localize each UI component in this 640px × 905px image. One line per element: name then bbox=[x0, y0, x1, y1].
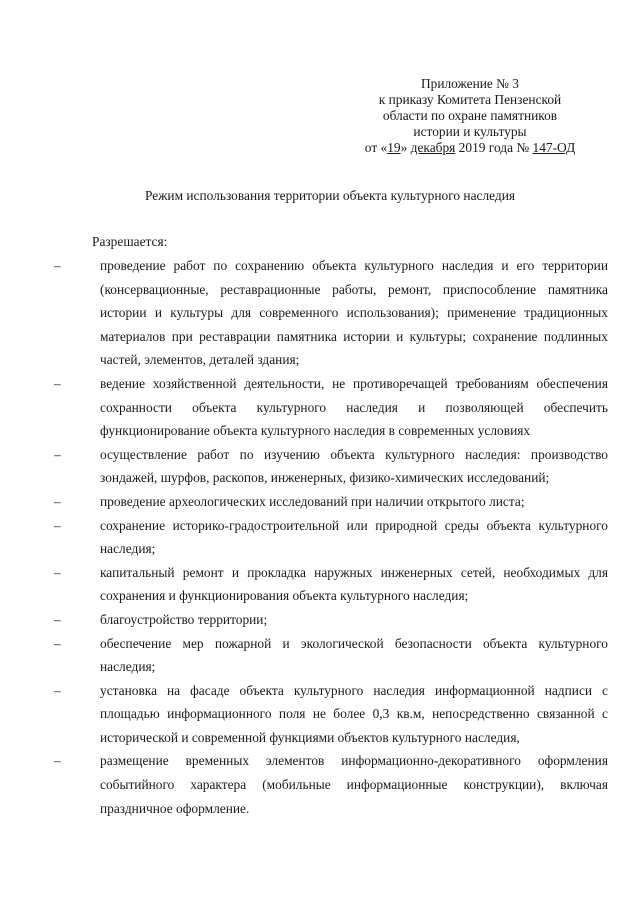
list-dash: – bbox=[54, 493, 61, 509]
list-item-text: обеспечение мер пожарной и экологической безопасности объекта культурного наследия; bbox=[100, 635, 608, 675]
date-year: 2019 года № bbox=[455, 140, 533, 155]
list-dash: – bbox=[54, 517, 61, 533]
list-dash: – bbox=[54, 635, 61, 651]
list-item bbox=[54, 254, 608, 372]
date-day: 19 bbox=[387, 140, 401, 155]
list-item-text: ведение хозяйственной деятельности, не противоречащей требованиям обеспечения сохранности объекта культурного наследия и позволяющей обеспечить функционирование объекта культурного наследия в современных условиях bbox=[100, 375, 608, 439]
list-item-text: установка на фасаде объекта культурного наследия информационной надписи с площадью информационного поля не более 0,3 кв.м, непосредственно связанной с исторической и современной функциями объектов культурного наследия, bbox=[100, 682, 608, 745]
list-item-text: капитальный ремонт и прокладка наружных инженерных сетей, необходимых для сохранения и функционирования объекта культурного наследия; bbox=[100, 564, 608, 604]
date-prefix: от « bbox=[364, 140, 388, 155]
date-month: декабря bbox=[410, 140, 456, 155]
list-item bbox=[54, 679, 608, 750]
list-dash: – bbox=[54, 446, 61, 462]
order-reference: к приказу Комитета Пензенской bbox=[378, 92, 562, 107]
order-number: 147-ОД bbox=[532, 140, 576, 155]
list-item bbox=[54, 632, 608, 679]
list-item bbox=[54, 561, 608, 608]
allowed-items-list bbox=[0, 254, 640, 820]
list-item bbox=[54, 490, 608, 514]
committee-name-line: области по охране памятников bbox=[382, 108, 558, 123]
list-item bbox=[54, 749, 608, 820]
appendix-header bbox=[340, 76, 600, 156]
list-dash: – bbox=[54, 375, 61, 391]
allowed-label: Разрешается: bbox=[92, 234, 168, 249]
list-dash: – bbox=[54, 682, 61, 698]
list-item bbox=[54, 372, 608, 443]
list-dash: – bbox=[54, 564, 61, 580]
list-item-text: осуществление работ по изучению объекта культурного наследия: производство зондажей, шурфов, раскопов, инженерных, физико-химических исследований; bbox=[100, 446, 608, 486]
list-item bbox=[54, 608, 608, 632]
list-dash: – bbox=[54, 258, 61, 273]
document-title: Режим использования территории объекта культурного наследия bbox=[144, 188, 516, 203]
list-item-text: сохранение историко-градостроительной или природной среды объекта культурного наследия; bbox=[100, 517, 608, 557]
date-separator: » bbox=[400, 140, 411, 155]
list-item-text: проведение работ по сохранению объекта культурного наследия и его территории (консервационные, реставрационные работы, ремонт, приспособление памятника истории и культуры для современного использования); применение традиционных материалов при реставрации памятника истории и культуры; сохранение подлинных частей, элементов, деталей здания; bbox=[100, 258, 608, 368]
order-date-line bbox=[340, 140, 600, 156]
list-item-text: благоустройство территории; bbox=[100, 611, 268, 627]
list-item-text: проведение археологических исследований при наличии открытого листа; bbox=[100, 493, 525, 509]
appendix-number: Приложение № 3 bbox=[420, 76, 520, 91]
list-item-text: размещение временных элементов информационно-декоративного оформления событийного характера (мобильные информационные конструкции), включая праздничное оформление. bbox=[100, 753, 608, 816]
list-item bbox=[54, 443, 608, 490]
committee-name-line-2: истории и культуры bbox=[413, 124, 527, 139]
list-dash: – bbox=[54, 611, 61, 627]
list-dash: – bbox=[54, 753, 61, 769]
list-item bbox=[54, 514, 608, 561]
